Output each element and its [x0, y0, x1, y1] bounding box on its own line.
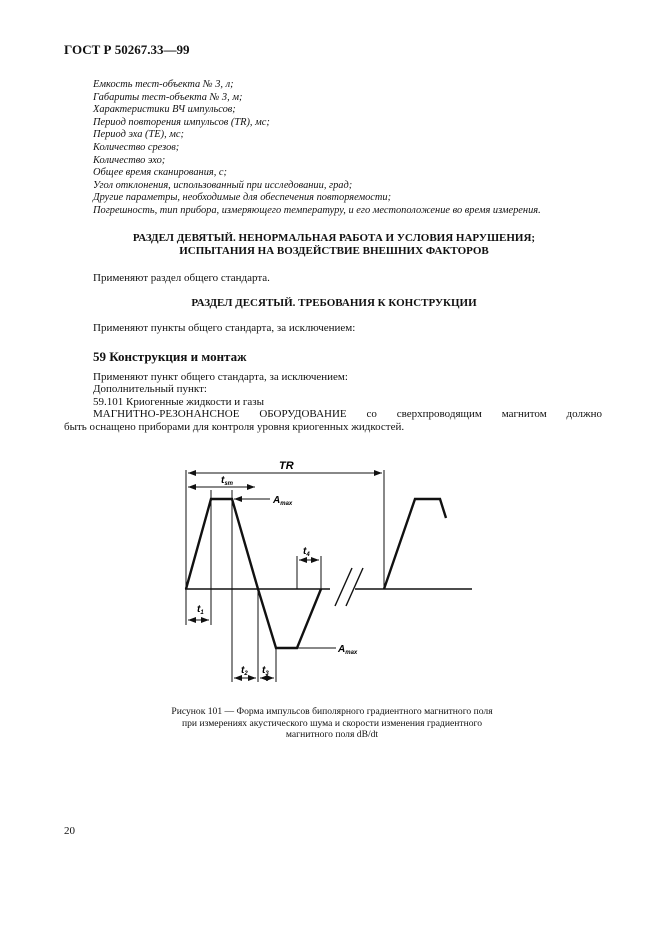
list-item: Емкость тест-объекта № 3, л; — [93, 79, 234, 90]
page-number: 20 — [64, 825, 75, 837]
axis-break-mark — [335, 568, 352, 606]
figure-caption-line: магнитного поля dB/dt — [285, 729, 379, 741]
pulse-waveform — [186, 499, 321, 648]
section-9-body: Применяют раздел общего стандарта. — [93, 272, 270, 284]
clause-59-line: 59.101 Криогенные жидкости и газы — [93, 395, 265, 408]
section-9-title-line-1: РАЗДЕЛ ДЕВЯТЫЙ. НЕНОРМАЛЬНАЯ РАБОТА И УСЛОВИЯ НАРУШЕНИЯ; — [132, 232, 536, 244]
section-10-title: РАЗДЕЛ ДЕСЯТЫЙ. ТРЕБОВАНИЯ К КОНСТРУКЦИИ — [191, 297, 477, 309]
list-item: Период эха (TE), мс; — [93, 129, 185, 141]
t4-label: $t_4$ — [303, 546, 310, 558]
tsm-label: $t_{sm}$ — [221, 475, 234, 487]
t3-label: $t_3$ — [262, 665, 269, 677]
list-item: Другие параметры, необходимые для обеспечения повторяемости; — [93, 192, 392, 204]
list-item: Общее время сканирования, с; — [93, 167, 228, 179]
axis-break-mark — [346, 568, 363, 606]
t1-label: $t_1$ — [197, 604, 204, 616]
document-header: ГОСТ Р 50267.33—99 — [64, 42, 190, 57]
section-10-body: Применяют пункты общего стандарта, за исключением: — [93, 322, 356, 334]
figure-caption-line: Рисунок 101 — Форма импульсов биполярного градиентного магнитного поля — [171, 706, 493, 717]
list-item: Количество срезов; — [93, 141, 180, 153]
list-item: Угол отклонения, использованный при исследовании, град; — [93, 179, 353, 191]
amax-top-label: $A_{max}$ — [273, 495, 293, 507]
list-item: Погрешность, тип прибора, измеряющего температуру, и его местоположение во время измерения. — [93, 204, 541, 216]
list-item: Период повторения импульсов (TR), мс; — [93, 116, 270, 128]
list-item: Количество эхо; — [93, 154, 166, 166]
clause-59-line: Дополнительный пункт: — [93, 383, 207, 396]
section-9-title-line-2: ИСПЫТАНИЯ НА ВОЗДЕЙСТВИЕ ВНЕШНИХ ФАКТОРОВ — [179, 245, 489, 257]
list-item: Габариты тест-объекта № 3, м; — [93, 91, 243, 103]
clause-59-heading: 59 Конструкция и монтаж — [93, 349, 247, 364]
t2-label: $t_2$ — [241, 665, 248, 677]
figure-caption — [110, 706, 554, 741]
list-item: Характеристики ВЧ импульсов; — [93, 104, 236, 116]
tr-label: TR — [279, 460, 294, 472]
clause-59-paragraph-line-1: МАГНИТНО-РЕЗОНАНСНОЕ ОБОРУДОВАНИЕ со сверхпроводящим магнитом должно — [93, 408, 602, 420]
clause-59-paragraph-line-2: быть оснащено приборами для контроля уровня криогенных жидкостей. — [64, 421, 405, 433]
clause-59-line: Применяют пункт общего стандарта, за исключением: — [93, 371, 348, 383]
repeat-pulse-waveform — [384, 499, 446, 589]
amax-bottom-label: $A_{max}$ — [338, 644, 358, 656]
figure-caption-line: при измерениях акустического шума и скорости изменения градиентного — [181, 717, 483, 729]
